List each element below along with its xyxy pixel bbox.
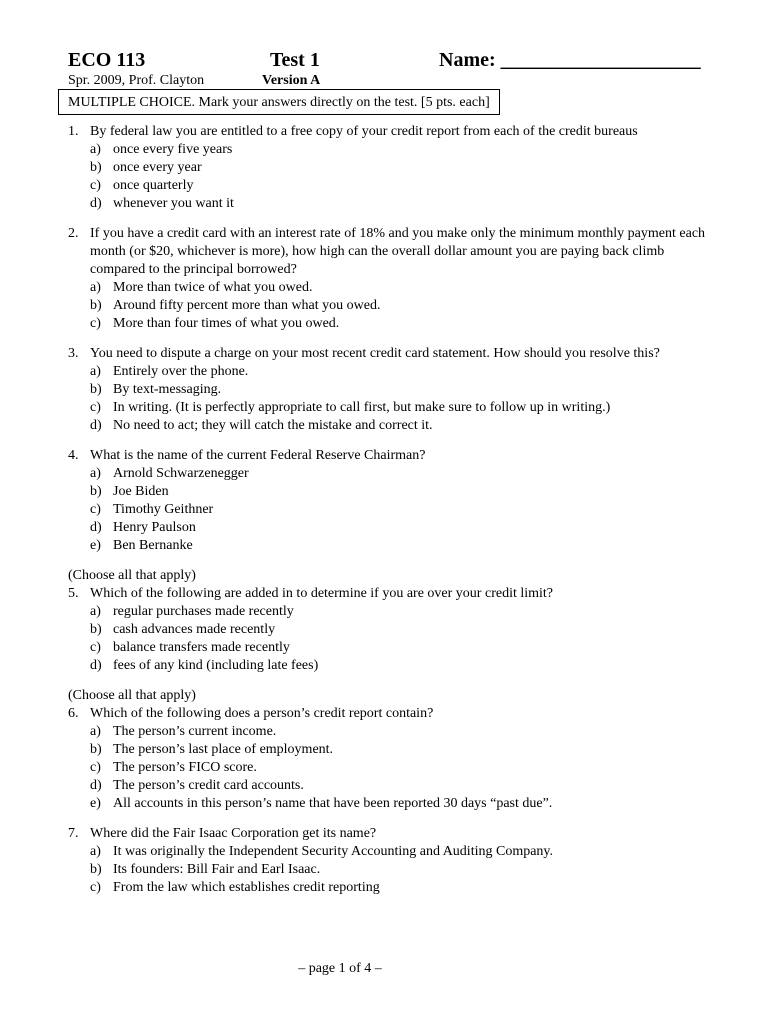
option-text: Henry Paulson: [113, 520, 196, 535]
option-text: once every five years: [113, 142, 233, 157]
option-letter: c): [90, 760, 101, 775]
question-stem: [68, 447, 708, 465]
answer-option[interactable]: [90, 519, 708, 537]
option-letter: a): [90, 724, 101, 739]
answer-option[interactable]: [90, 195, 708, 213]
answer-option[interactable]: [90, 465, 708, 483]
answer-options: [68, 843, 708, 897]
answer-option[interactable]: [90, 363, 708, 381]
question-number: 3.: [68, 346, 79, 361]
question-1: [68, 123, 708, 213]
answer-options: [68, 723, 708, 813]
question-7: [68, 825, 708, 897]
question-stem: [68, 825, 708, 843]
option-text: fees of any kind (including late fees): [113, 658, 319, 673]
option-text: Timothy Geithner: [113, 502, 214, 517]
answer-option[interactable]: [90, 657, 708, 675]
option-letter: d): [90, 658, 102, 673]
choose-all-note: (Choose all that apply): [68, 568, 196, 583]
page-number: – page 1 of 4 –: [298, 961, 382, 976]
option-text: cash advances made recently: [113, 622, 276, 637]
option-text: once quarterly: [113, 178, 194, 193]
option-letter: d): [90, 196, 102, 211]
option-letter: a): [90, 142, 101, 157]
question-text: You need to dispute a charge on your most recent credit card statement. How should you resolve this?: [90, 346, 660, 361]
answer-option[interactable]: [90, 141, 708, 159]
question-number: 7.: [68, 826, 79, 841]
answer-option[interactable]: [90, 297, 708, 315]
question-4: [68, 447, 708, 555]
question-stem: [68, 123, 708, 141]
term-professor: Spr. 2009, Prof. Clayton: [68, 73, 205, 88]
option-text: The person’s FICO score.: [113, 760, 257, 775]
answer-options: [68, 363, 708, 435]
option-letter: b): [90, 862, 102, 877]
option-letter: d): [90, 418, 102, 433]
option-text: Arnold Schwarzenegger: [113, 466, 249, 481]
test-title: Test 1: [270, 49, 320, 71]
option-letter: c): [90, 178, 101, 193]
question-stem: [68, 345, 708, 363]
option-letter: a): [90, 844, 101, 859]
option-text: The person’s credit card accounts.: [113, 778, 304, 793]
answer-options: [68, 465, 708, 555]
question-2: [68, 225, 708, 333]
question-number: 5.: [68, 586, 79, 601]
question-6: [68, 687, 708, 813]
option-letter: e): [90, 796, 101, 811]
answer-options: [68, 603, 708, 675]
answer-option[interactable]: [90, 795, 708, 813]
option-text: All accounts in this person’s name that have been reported 30 days “past due”.: [113, 796, 553, 811]
option-letter: b): [90, 742, 102, 757]
option-letter: a): [90, 466, 101, 481]
question-stem: [68, 705, 708, 723]
question-list: [68, 123, 708, 909]
option-text: Joe Biden: [113, 484, 169, 499]
option-text: once every year: [113, 160, 202, 175]
option-letter: b): [90, 298, 102, 313]
question-text: Which of the following are added in to determine if you are over your credit limit?: [90, 586, 554, 601]
question-number: 4.: [68, 448, 79, 463]
option-letter: a): [90, 280, 101, 295]
option-text: No need to act; they will catch the mistake and correct it.: [113, 418, 433, 433]
answer-option[interactable]: [90, 879, 708, 897]
choose-all-note: (Choose all that apply): [68, 688, 196, 703]
option-letter: c): [90, 880, 101, 895]
option-text: In writing. (It is perfectly appropriate to call first, but make sure to follow up in writing.): [113, 400, 611, 415]
answer-option[interactable]: [90, 861, 708, 879]
answer-option[interactable]: [90, 603, 708, 621]
name-field-label: Name: ____________________: [439, 49, 701, 71]
question-5: [68, 567, 708, 675]
option-text: Ben Bernanke: [113, 538, 193, 553]
option-letter: c): [90, 316, 101, 331]
answer-option[interactable]: [90, 483, 708, 501]
option-letter: d): [90, 520, 102, 535]
question-text: What is the name of the current Federal Reserve Chairman?: [90, 448, 426, 463]
question-stem: [68, 225, 708, 279]
option-text: whenever you want it: [113, 196, 234, 211]
option-letter: a): [90, 604, 101, 619]
option-text: balance transfers made recently: [113, 640, 290, 655]
option-letter: d): [90, 778, 102, 793]
question-3: [68, 345, 708, 435]
question-stem: [68, 585, 708, 603]
answer-option[interactable]: [90, 537, 708, 555]
question-number: 6.: [68, 706, 79, 721]
answer-option[interactable]: [90, 381, 708, 399]
option-text: By text-messaging.: [113, 382, 222, 397]
answer-option[interactable]: [90, 399, 708, 417]
option-text: The person’s current income.: [113, 724, 277, 739]
instructions-box: MULTIPLE CHOICE. Mark your answers directly on the test. [5 pts. each]: [58, 89, 500, 115]
course-title: ECO 113: [68, 49, 146, 71]
answer-option[interactable]: [90, 501, 708, 519]
answer-option[interactable]: [90, 417, 708, 435]
answer-option[interactable]: [90, 741, 708, 759]
option-letter: b): [90, 484, 102, 499]
answer-option[interactable]: [90, 315, 708, 333]
option-letter: e): [90, 538, 101, 553]
option-letter: b): [90, 382, 102, 397]
option-text: Its founders: Bill Fair and Earl Isaac.: [113, 862, 321, 877]
option-text: From the law which establishes credit reporting: [113, 880, 380, 895]
option-text: Entirely over the phone.: [113, 364, 249, 379]
answer-option[interactable]: [90, 177, 708, 195]
answer-option[interactable]: [90, 777, 708, 795]
option-letter: b): [90, 622, 102, 637]
answer-option[interactable]: [90, 759, 708, 777]
option-text: More than twice of what you owed.: [113, 280, 313, 295]
option-letter: c): [90, 502, 101, 517]
option-letter: b): [90, 160, 102, 175]
version-label: Version A: [262, 73, 321, 88]
option-text: regular purchases made recently: [113, 604, 294, 619]
question-number: 1.: [68, 124, 79, 139]
option-letter: c): [90, 400, 101, 415]
answer-option[interactable]: [90, 621, 708, 639]
question-text: Where did the Fair Isaac Corporation get its name?: [90, 826, 377, 841]
option-text: It was originally the Independent Security Accounting and Auditing Company.: [113, 844, 554, 859]
option-letter: a): [90, 364, 101, 379]
answer-option[interactable]: [90, 639, 708, 657]
answer-option[interactable]: [90, 723, 708, 741]
question-number: 2.: [68, 226, 79, 241]
question-text: By federal law you are entitled to a free copy of your credit report from each of the credit bureaus: [90, 124, 638, 139]
exam-subheader: [68, 72, 708, 90]
answer-options: [68, 279, 708, 333]
option-letter: c): [90, 640, 101, 655]
option-text: More than four times of what you owed.: [113, 316, 340, 331]
option-text: Around fifty percent more than what you owed.: [113, 298, 381, 313]
answer-option[interactable]: [90, 279, 708, 297]
answer-option[interactable]: [90, 159, 708, 177]
question-text: Which of the following does a person’s credit report contain?: [90, 706, 434, 721]
exam-header: [68, 48, 708, 72]
answer-option[interactable]: [90, 843, 708, 861]
question-text: If you have a credit card with an interest rate of 18% and you make only the minimum monthly payment each month (or $20, whichever is more), how high can the overall dollar amount you are paying back climb compared to the principal borrowed?: [90, 226, 706, 277]
answer-options: [68, 141, 708, 213]
option-text: The person’s last place of employment.: [113, 742, 334, 757]
